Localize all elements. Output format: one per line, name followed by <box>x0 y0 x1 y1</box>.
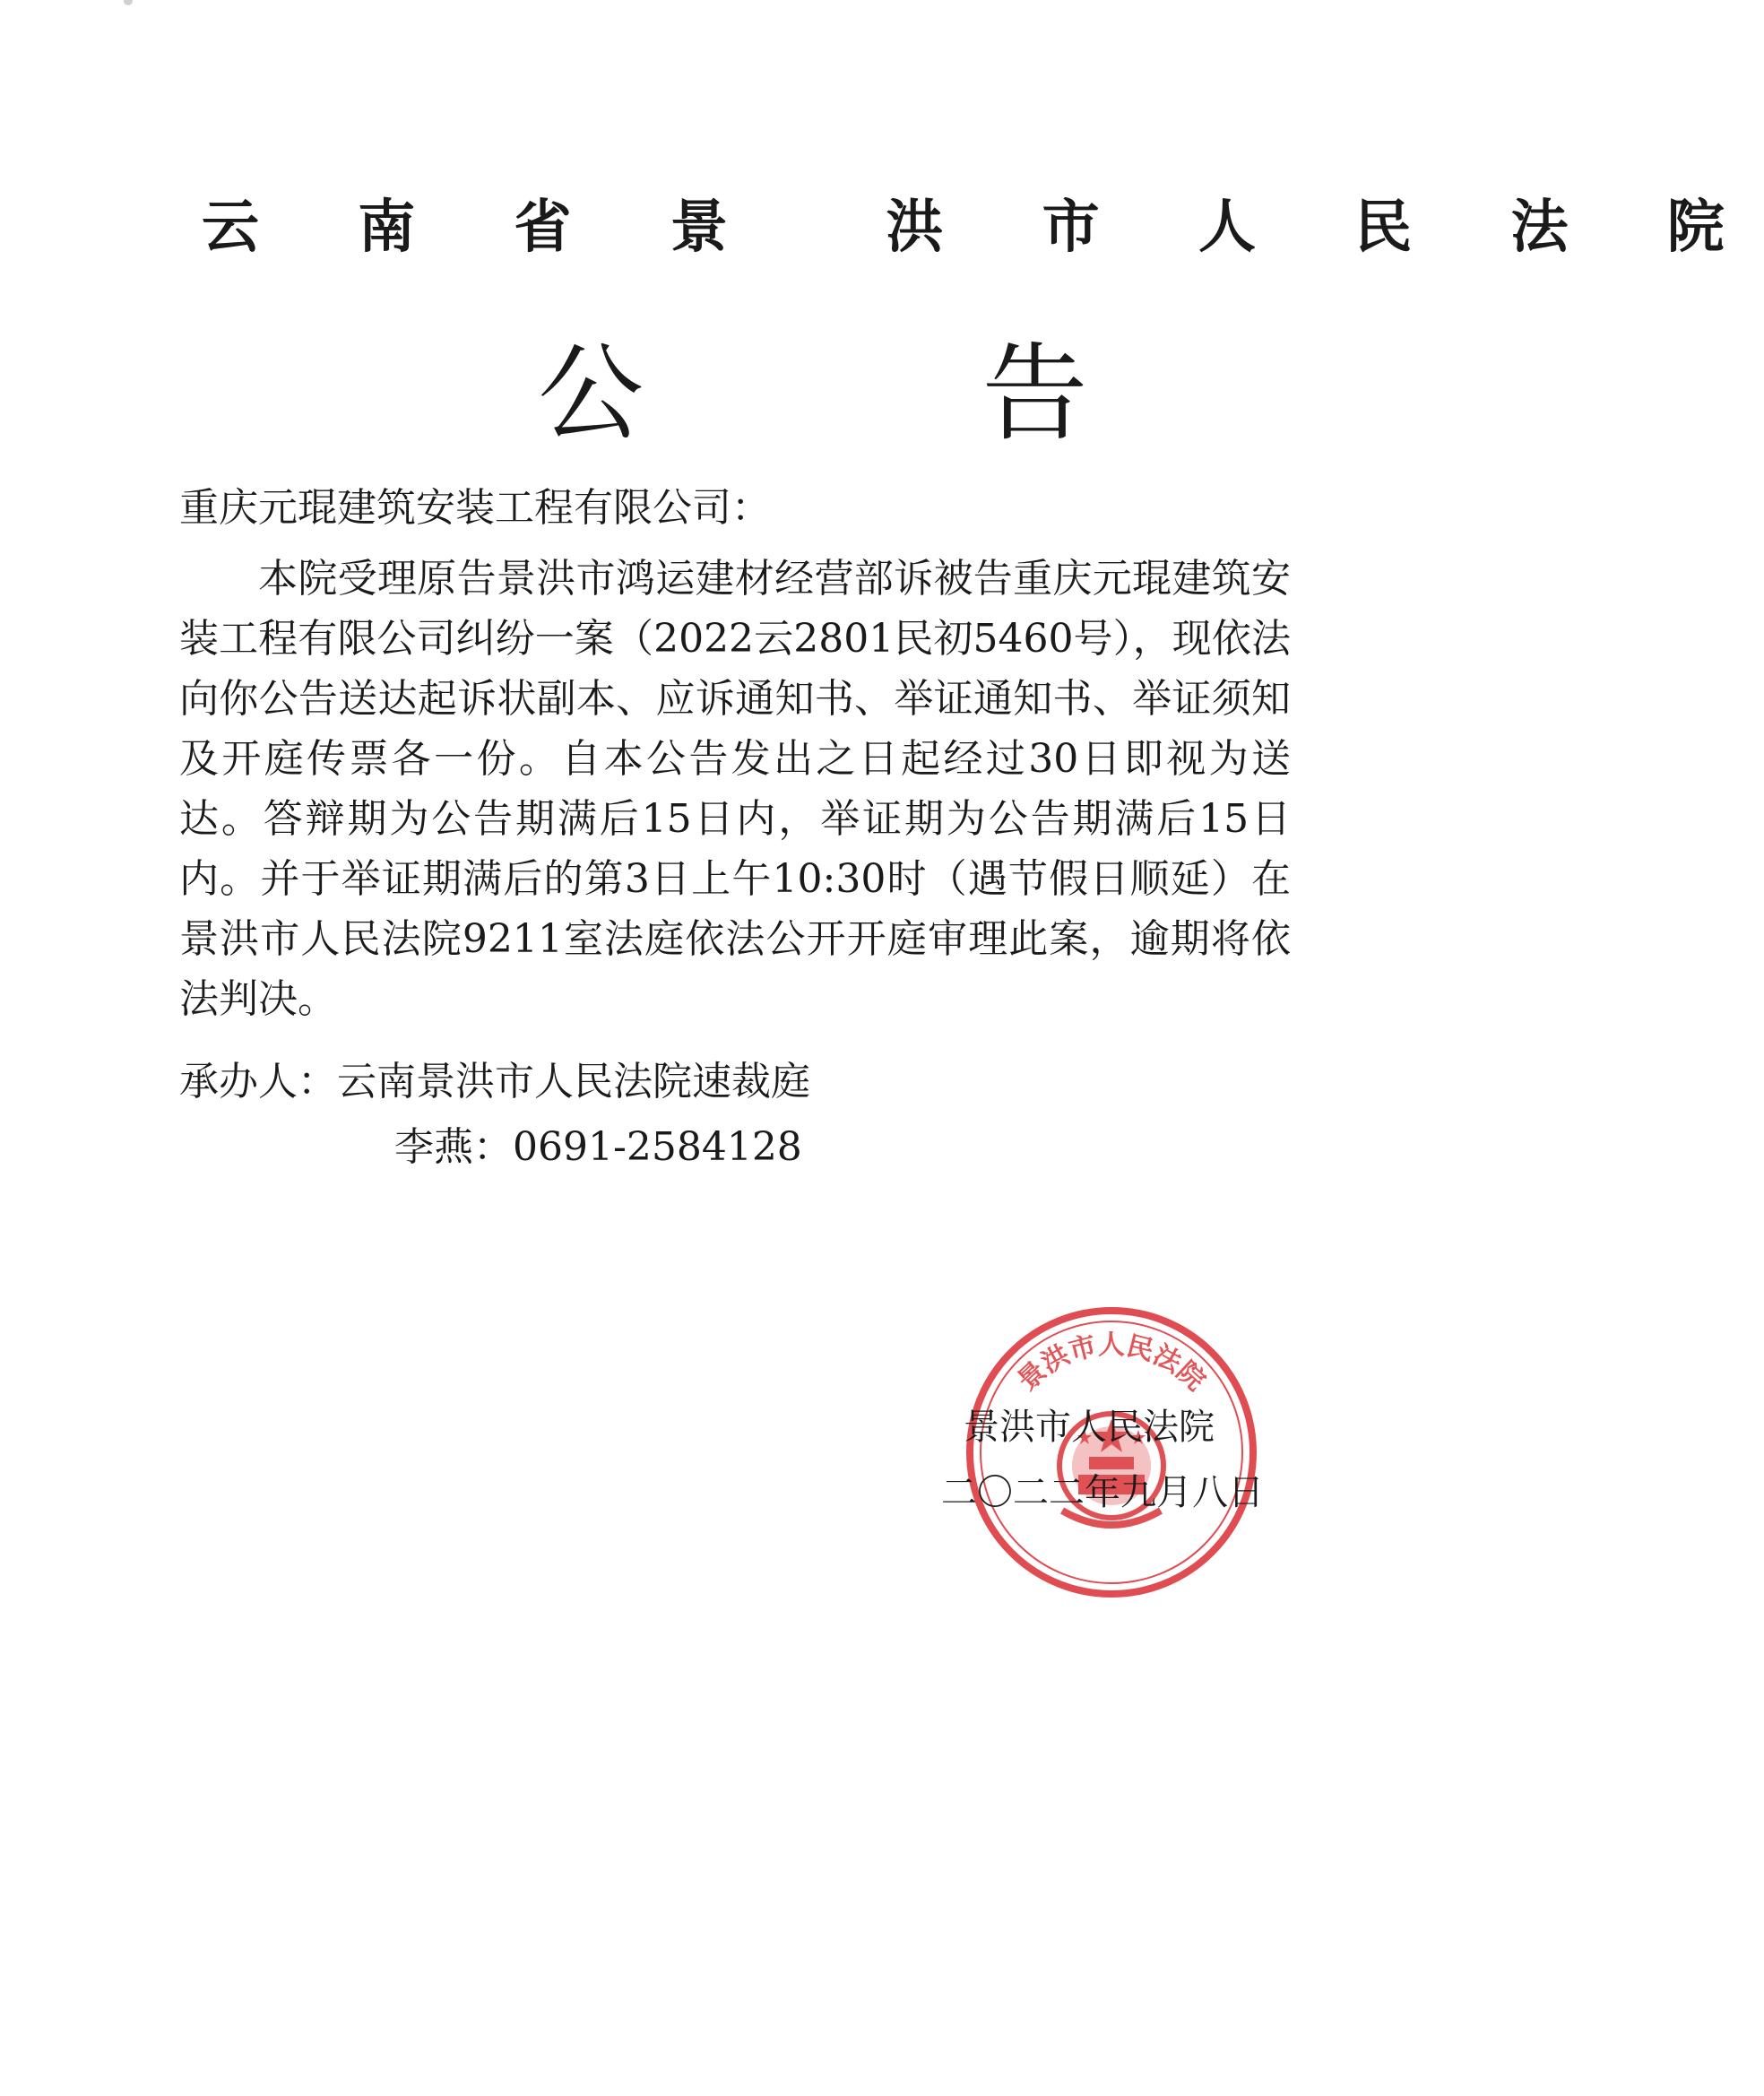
notice-title: 公 告 <box>538 332 1241 455</box>
addressee-line: 重庆元琨建筑安装工程有限公司： <box>179 485 771 531</box>
handler-line: 承办人：云南景洪市人民法院速裁庭 <box>179 1059 810 1104</box>
court-seal-icon <box>964 1304 1259 1600</box>
notice-body-paragraph: 本院受理原告景洪市鸿运建材经营部诉被告重庆元琨建筑安装工程有限公司纠纷一案（2022云2801民初5460号），现依法向你公告送达起诉状副本、应诉通知书、举证通知书、举证须知及开庭传票各一份。自本公告发出之日起经过30日即视为送达。答辩期为公告期满后15日内，举证期为公告期满后15日内。并于举证期满后的第3日上午10:30时（遇节假日顺延）在景洪市人民法院9211室法庭依法公开开庭审理此案，逾期将依法判决。 <box>179 556 1291 1022</box>
contact-line: 李燕：0691-2584128 <box>394 1124 802 1170</box>
scan-corner-mark <box>124 0 133 5</box>
signature-court-name: 景洪市人民法院 <box>964 1407 1215 1448</box>
court-name-heading: 云 南 省 景 洪 市 人 民 法 院 <box>202 194 1764 261</box>
seal-upper-text: 景洪市人民法院 <box>1011 1329 1212 1398</box>
signature-date: 二〇二二年九月八日 <box>941 1472 1264 1513</box>
svg-text:景洪市人民法院 <box>1012 1329 1211 1397</box>
